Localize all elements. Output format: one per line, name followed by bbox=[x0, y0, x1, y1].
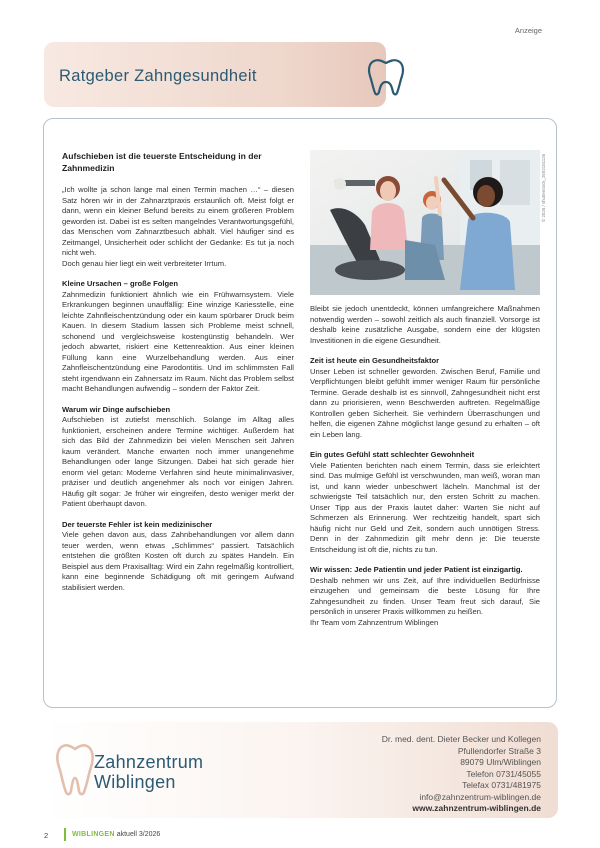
tooth-icon bbox=[366, 55, 406, 97]
contact-line: Telefax 0731/481975 bbox=[462, 780, 541, 790]
advert-label: Anzeige bbox=[514, 26, 542, 35]
section-heading: Warum wir Dinge aufschieben bbox=[62, 404, 171, 414]
section-text: Viele gehen davon aus, dass Zahnbehandlungen vor allem dann teuer werden, wenn etwas „Schlimmes“ passiert. Tatsächlich entstehen die größten Kosten oft durch zu spätes Handeln. Ein Beispiel aus dem Praxisalltag: Wird ein Zahn regelmäßig kontrolliert, kann eine beginnende Schädigung oft mit geringem Aufwand stabilisiert werden. bbox=[62, 530, 294, 592]
logo-text-line2: Wiblingen bbox=[94, 772, 176, 792]
section-text: Aufschieben ist zutiefst menschlich. Solange im Alltag alles funktioniert, erscheinen andere Termine wichtiger. Außerdem hat sich das Bild der Zahnmedizin bei vielen Menschen seit Jahren kaum verändert. Manche erwarten noch immer unangenehme Behandlungen oder lange Sitzungen. Dabei hat sich gerade hier enorm viel getan: Moderne Verfahren sind heute minimalinvasiver, präziser und deutlich angenehmer als noch vor einigen Jahren. Häufig gilt sogar: Je früher wir eingreifen, desto weniger merkt der Patient überhaupt davon. bbox=[62, 415, 294, 508]
article-title: Aufschieben ist die teuerste Entscheidung in der Zahnmedizin bbox=[62, 151, 262, 173]
contact-line: 89079 Ulm/Wiblingen bbox=[460, 757, 541, 767]
magazine-brand: WIBLINGEN bbox=[72, 831, 115, 838]
contact-line: Dr. med. dent. Dieter Becker und Kollegen bbox=[381, 734, 541, 744]
magazine-issue: aktuell 3/2026 bbox=[116, 831, 161, 838]
contact-line: Telefon 0731/45055 bbox=[466, 768, 541, 779]
divider bbox=[64, 828, 66, 841]
section-text: Viele Patienten berichten nach einem Termin, dass sie erleichtert sind. Das mulmige Gefühl ist verschwunden, man weiß, woran man ist, und kann wieder unbeschwert lächeln. Manchmal ist der schwierigste Teil tatsächlich nur, den ersten Schritt zu machen. Unser Tipp aus der Praxis lautet daher: Warten Sie nicht auf Schmerzen als Erinnerung. Wer rechtzeitig handelt, spart sich häufig nicht nur Geld und Zeit, sondern auch unnötigen Stress. Denn in der Zahnmedizin gilt mehr denn je: Die teuerste Entscheidung ist oft die, nichts zu tun. bbox=[310, 460, 540, 554]
article-column-right bbox=[310, 304, 540, 628]
page-title: Ratgeber Zahngesundheit bbox=[59, 67, 257, 85]
article-intro: „Ich wollte ja schon lange mal einen Termin machen …“ – diesen Satz hören wir in der Zahnarztpraxis erstaunlich oft. Meist folgt er dann, wenn ein kleiner Befund bereits zu einem größeren Problem geworden ist. Dabei ist es selten mangelndes Verantwortungsgefühl, das Menschen vom Zahnarztbesuch abhält. Viel häufiger sind es Zeitmangel, Unsicherheit oder schlicht der Gedanke: Es tut ja noch nicht weh. bbox=[62, 185, 294, 257]
article-signoff: Ihr Team vom Zahnzentrum Wiblingen bbox=[310, 617, 439, 627]
section-text: Deshalb nehmen wir uns Zeit, auf Ihre individuellen Bedürfnisse einzugehen und gemeinsam die beste Lösung für Ihre Zahngesundheit zu finden. Unser Team freut sich darauf, Sie persönlich in unserer Praxis willkommen zu heißen. bbox=[310, 575, 540, 616]
contact-email-link[interactable]: info@zahnzentrum-wiblingen.de bbox=[419, 791, 541, 802]
contact-block bbox=[382, 734, 541, 815]
section-heading: Der teuerste Fehler ist kein medizinischer bbox=[62, 519, 213, 529]
section-text: Zahnmedizin funktioniert ähnlich wie ein Frühwarnsystem. Viele Erkrankungen beginnen unauffällig: Eine winzige Kariesstelle, eine leichte Zahnfleischentzündung oder ein kaum spürbarer Druck beim Kauen. In diesem Stadium lassen sich Probleme meist schnell, schonend und vergleichsweise kostengünstig behandeln. Wer jedoch abwartet, riskiert eine Kettenreaktion. Aus einer kleinen Füllung kann eine Wurzelbehandlung werden. Aus einer Zahnfleischentzündung eine Parodontitis. Und im schlimmsten Fall steht irgendwann ein Zahnersatz im Raum. Nicht das Problem selbst macht Behandlungen aufwendig – sondern der Faktor Zeit. bbox=[62, 289, 294, 393]
article-column-left bbox=[62, 150, 294, 593]
magazine-name bbox=[72, 831, 160, 838]
section-heading: Zeit ist heute ein Gesundheitsfaktor bbox=[310, 356, 440, 365]
section-text: Bleibt sie jedoch unentdeckt, können umfangreichere Maßnahmen notwendig werden – sowohl zeitlich als auch finanziell. Vorsorge ist deshalb keine zusätzliche Ausgabe, sondern eine der klügsten Investitionen in die eigene Gesundheit. bbox=[310, 304, 540, 345]
photo-credit: © 2025 / shutterstock_2692151126 bbox=[541, 153, 546, 222]
tooth-logo-icon bbox=[54, 740, 96, 798]
section-heading: Kleine Ursachen – große Folgen bbox=[62, 279, 179, 288]
logo-text-line1: Zahnzentrum bbox=[94, 752, 204, 772]
section-heading: Ein gutes Gefühl statt schlechter Gewohnheit bbox=[310, 450, 475, 459]
website-link[interactable]: www.zahnzentrum-wiblingen.de bbox=[412, 803, 541, 813]
article-intro-end: Doch genau hier liegt ein weit verbreiteter Irrtum. bbox=[62, 258, 227, 268]
section-heading: Wir wissen: Jede Patientin und jeder Patient ist einzigartig. bbox=[310, 565, 523, 574]
page-number: 2 bbox=[44, 831, 49, 840]
contact-line: Pfullendorfer Straße 3 bbox=[457, 745, 541, 756]
section-text: Unser Leben ist schneller geworden. Zwischen Beruf, Familie und Verpflichtungen bleibt gefühlt immer weniger Raum für persönliche Termine. Gerade deshalb ist es sinnvoll, Zahngesundheit nicht erst dann zu priorisieren, wenn Beschwerden auftreten. Regelmäßige Kontrollen geben Sicherheit. Sie verhindern Überraschungen und helfen, die eigenen Zähne möglichst lange gesund zu erhalten – oft ein Leben lang. bbox=[310, 366, 540, 439]
dental-office-photo bbox=[310, 150, 540, 295]
